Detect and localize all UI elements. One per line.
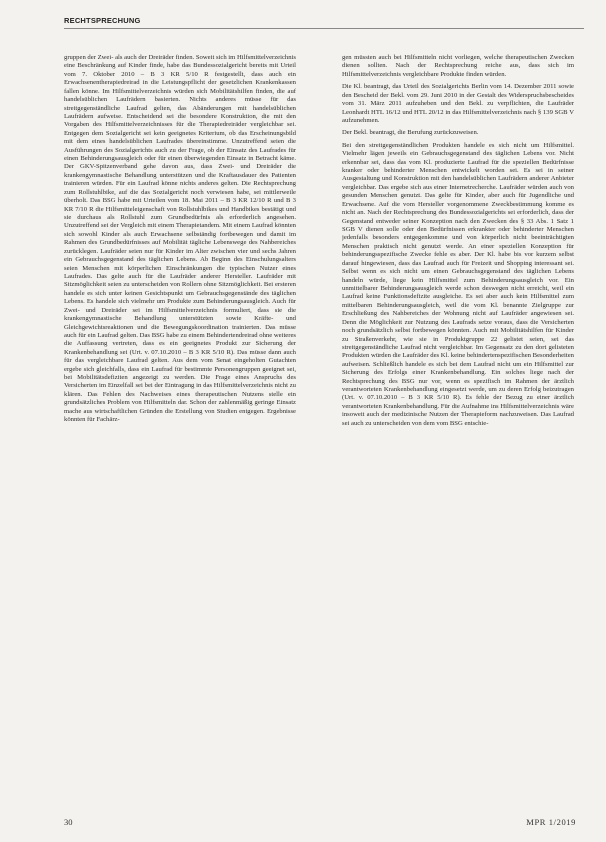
right-paragraph: Bei den streitgegenständlichen Produkten handele es sich nicht um Hilfsmittel. Vielmehr lägen jeweils ein Gebrauchsgegenstand des täglichen Lebens vor. Nicht erkennbar sei, dass das vom Kl. produzierte Laufrad für die speziellen Bedürfnisse kranker oder behinderter Menschen entwickelt worden sei. Es sei in seiner Ausgestaltung und Konstruktion mit den handelsüblichen Laufrädern anderer Anbieter vergleichbar. Das ergebe sich aus einer Internetrecherche. Laufräder würden auch von gesunden Menschen genutzt. Das gelte für Kinder, aber auch für Jugendliche und Erwachsene. Auf die vom Hersteller vorgenommene Zweckbestimmung komme es nicht an. Nach der Rechtsprechung des Bundessozialgerichts sei erforderlich, dass der Gegenstand entweder seiner Konzeption nach den Zwecken des § 33 Abs. 1 Satz 1 SGB V dienen solle oder den Bedürfnissen erkrankter oder behinderter Menschen jedenfalls besonders entgegenkomme und von körperlich nicht beeinträchtigten Menschen praktisch nicht genutzt werde. An einer speziellen Konzeption für behinderungsspezifische Zwecke fehle es aber. Der Kl. habe bis vor kurzem selbst darauf hingewiesen, dass das Laufrad auch für Freizeit und Shopping interessant sei. Selbst wenn es sich nicht um einen Gebrauchsgegenstand des täglichen Lebens handeln würde, liege kein Hilfsmittel zum Behinderungsausgleich vor. Ein unmittelbarer Behinderungsausgleich werde schon deswegen nicht erreicht, weil ein Laufrad keine Funktionsdefizite ausgleiche. Es sei aber auch kein Hilfsmittel zum mittelbaren Behinderungsausgleich, weil die vom Kl. benannte Zielgruppe zur Erschließung des Nahbereiches der Wohnung nicht auf Laufräder angewiesen sei. Denn die Möglichkeit zur Nutzung des Laufrads setze voraus, dass die Versicherten noch grundsätzlich selbst fortbewegen könnten. Auch mit Mobilitätshilfen für Kinder zu Straßenverkehr, wie sie in Produktgruppe 22 gelistet seien, sei das streitgegenständliche Laufrad nicht vergleichbar. Im Gegensatz zu den dort gelisteten Produkten würden die Laufräder des Kl. keine behindertenspezifischen Besonderheiten aufweisen. Schließlich handele es sich bei dem Laufrad nicht um ein Hilfsmittel zur Sicherung des Erfolgs einer Krankenbehandlung. Ein solches liege nach der Rechtsprechung des BSG nur vor, wenn es spezifisch im Rahmen der ärztlich verantworteten Krankenbehandlung eingesetzt werde, um zu deren Erfolg beizutragen (Urt. v. 07.10.2010 – B 3 KR 5/10 R). Es fehle der Bezug zu einer ärztlich verantworteten Krankenbehandlung. Für die Aufnahme ins Hilfsmittelverzeichnis wäre insoweit auch der medizinische Nutzen der Therapieform nachzuweisen. Das Laufrad sei auch zu unterscheiden von dem vom BSG entschie- (342, 141, 574, 427)
journal-issue: MPR 1/2019 (526, 817, 576, 827)
right-column (342, 54, 574, 804)
left-paragraph: gruppen der Zwei- als auch der Dreiräder finden. Soweit sich im Hilfsmittelverzeichnis eine Beschränkung auf Kinder finde, habe das Bundessozialgericht bereits mit Urteil vom 7. Oktober 2010 – B 3 KR 5/10 R festgestellt, dass auch ein Erwachsenentherapiedreirad in die Leistungspflicht der gesetzlichen Krankenkassen fallen könne. Im Hilfsmittelverzeichnis würden sich Mobilitätshilfen finden, die auf handelsüblichen Laufrädern basierten. Nichts anderes müsse für das streitgegenständliche Laufrad gelten, das Abänderungen mit handelsüblichen Laufrädern aufweise. Entscheidend sei die besondere Konstruktion, die mit den Vorgaben des Hilfsmittelverzeichnisses für die Therapiedreiräder vergleichbar sei. Entgegen dem Sozialgericht sei kein geeignetes Kriterium, ob das Erscheinungsbild mit dem eines handelsüblichen Laufrades übereinstimme. Unzutreffend seien die Ausführungen des Sozialgerichts auch zu der Frage, ob der Einsatz des Laufrades für einen Behinderungsausgleich oder für einen überwiegenden Einsatz in Betracht käme. Der GKV-Spitzenverband gehe davon aus, dass Zwei- und Dreiräder die krankengymnastische Behandlung unterstützen und die Kraftausdauer des Patienten trainieren würden. Für ein Laufrad könne nichts anderes gelten. Die Rechtsprechung zum Rollstuhlbike, auf die das Sozialgericht noch verwiesen habe, sei mittlerweile überholt. Das BSG habe mit Urteilen vom 18. Mai 2011 – B 3 KR 12/10 R und B 3 KR 7/10 R die Hilfsmitteleigenschaft von Rollstuhlbikes und Handbikes bestätigt und sie durchaus als Rollstuhl zum Grundbedürfnis als erforderlich angesehen. Unzutreffend sei der Vergleich mit einem Therapietandem. Mit einem Laufrad könnten sich sowohl Kinder als auch Erwachsene selbständig fortbewegen und damit im Rahmen des Grundbedürfnisses auf Mobilität tägliche Lebenswege des Nahbereiches zurücklegen. Laufräder seien nur für Kinder im Alter zwischen vier und sechs Jahren ein Gebrauchsgegenstand des täglichen Lebens. Ab Beginn des Einschulungsalters seien Menschen mit körperlichen Einschränkungen die typischen Nutzer eines Laufrades. Das gelte auch für die Laufräder anderer Hersteller. Laufräder mit Sitzmöglichkeit seien zu unterscheiden von Rollern ohne Sitzmöglichkeit. Bei ersteren handele es sich unter keinen Gesichtspunkt um Gebrauchsgegenstände des täglichen Lebens. Es handele sich vielmehr um Produkte zum Behinderungsausgleich. Auch für Zwei- und Dreiräder sei im Hilfsmittelverzeichnis formuliert, dass sie die krankengymnastische Behandlung unterstützten sowie Kräfte- und Gleichgewichtsreaktionen und die Bewegungskoordination trainierten. Das müsse auch für ein Laufrad gelten. Das BSG habe zu einem Behindertendreirad ohne weiteres die Auffassung vertreten, dass es ein geeignetes Produkt zur Sicherung der Krankenbehandlung sei (Urt. v. 07.10.2010 – B 3 KR 5/10 R). Das müsse dann auch für das vergleichbare Laufrad gelten. Aus dem vom Senat eingeholten Gutachten ergebe sich gleichfalls, dass ein Laufrad für bestimmte Personengruppen geeignet sei, bei Mobilitätsdefiziten angezeigt zu werden. Die Frage eines Anspruchs des Versicherten im Einzelfall sei bei der Eintragung in das Hilfsmittelverzeichnis nicht zu klären. Das Fehlen des Nachweises eines therapeutischen Nutzens stelle ein grundsätzliches Problem von Hilfsmitteln dar. Schon der zahlenmäßig geringe Einsatz mache aus wirtschaftlichen Gründen die Erstellung von Studien entgegen. Ergebnisse könnten für Fachärz- (64, 54, 296, 424)
left-column (64, 54, 296, 814)
page-number: 30 (64, 817, 73, 827)
right-paragraph: Der Bekl. beantragt, die Berufung zurückzuweisen. (342, 129, 479, 137)
header-rule (64, 28, 584, 29)
right-paragraph: Die Kl. beantragt, das Urteil des Sozialgerichts Berlin vom 14. Dezember 2011 sowie den Bescheid der Bekl. vom 29. Juni 2010 in der Gestalt des Widerspruchsbescheides vom 31. März 2011 aufzuheben und den Bekl. zu verpflichten, die Laufräder Leonhardt HTL 16/12 und HTL 20/12 in das Hilfsmittelverzeichnis nach § 139 SGB V aufzunehmen. (342, 83, 574, 124)
right-paragraph: gen müssten auch bei Hilfsmitteln nicht vorliegen, welche therapeutischen Zwecken dienen sollten. Nach der Rechtsprechung reiche aus, dass sich im Hilfsmittelverzeichnis vergleichbare Produkte finden würden. (342, 54, 574, 78)
section-header: RECHTSPRECHUNG (64, 16, 141, 25)
